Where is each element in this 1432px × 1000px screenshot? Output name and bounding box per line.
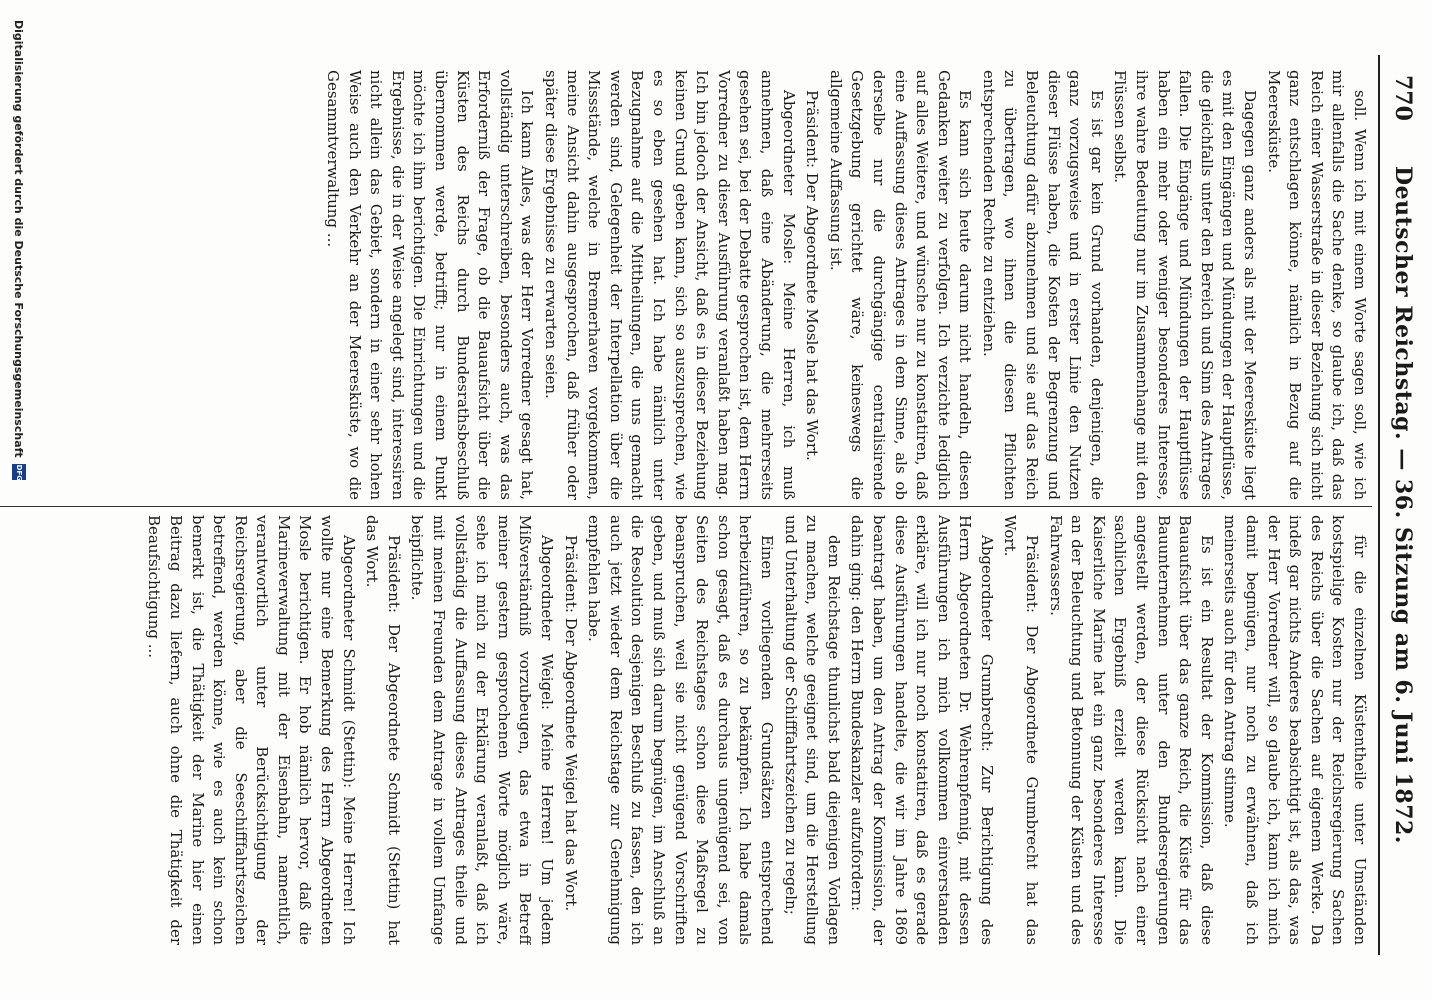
speaker-line: Präsident: Der Abgeordnete Weigel hat das Wort. — [561, 535, 580, 912]
right-column — [40, 515, 1370, 945]
paragraph: soll. Wenn ich mit einem Worte sagen soll, wie ich mir allenfalls die Sache denke, so glaube ich, daß das Reich einer Wasserstraße in dieser Beziehung sich nicht ganz entschlagen könne, nämlich in Bezug auf die Meeresküste. — [1264, 70, 1369, 500]
dfg-logo-icon: DFG — [12, 464, 26, 480]
paragraph: Es ist ein Resultat der Kommission, daß diese Bauaufsicht über das ganze Reich, die Küste für das Bauunternehmen unter den Bundesregierungen angestellt werden, der diese Rücksicht nach einer sachlichen Ergebniß erzielt werden kann. Die Kaiserliche Marine hat ein ganz besonderes Interesse an der Beleuchtung und Betonnung der Küsten und des Fahrwassers. — [1046, 515, 1216, 945]
column-divider — [0, 506, 1372, 507]
credit-text: Digitalisierung gefördert durch die Deutsche Forschungsgemeinschaft — [12, 20, 26, 458]
left-column — [40, 70, 1370, 500]
page-header — [1378, 55, 1420, 955]
paragraph: für die einzelnen Küstentheile unter Umständen kostspielige Kosten nur der Reichsregierung Sachen des Reichs über die Sachen auf eigenem Werke. Da indeß gar nichts Anderes beabsichtigt ist, als das, was der Herr Vorredner will, so glaube ich, kann ich mich damit begnügen, nur noch zu erwähnen, daß ich meinerseits auch für den Antrag stimme. — [1221, 515, 1369, 945]
paragraph: Es ist gar kein Grund vorhanden, denjenigen, die ganz vorzugsweise und in erster Linie den Nutzen dieser Flüsse haben, die Kosten der Begrenzung und Beleuchtung dafür abzunehmen und sie auf das Reich zu übertragen, wo ihnen die diesen Pflichten entsprechenden Rechte zu entziehen. — [979, 70, 1106, 500]
digitization-credit — [6, 20, 32, 980]
paragraph: Ich kann Alles, was der Herr Vorredner gesagt hat, vollständig unterschreiben, besonders auch, was das Erforderniß der Frage, ob die Bauaufsicht über die Küsten des Reichs durch Bundesrathsbeschluß übernommen werde, betrifft; nur in einem Punkt möchte ich ihm berichtigen. Die Einrichtungen und die Ergebnisse, die in der Weise angelegt sind, interessiren nicht allein das Gebiet, sondern in einer sehr hohen Weise auch den Verkehr an der Meeresküste, wo die Gesammtverwaltung ... — [324, 70, 537, 500]
paragraph: dem Reichstage thunlichst bald diejenigen Vorlagen zu machen, welche geeignet sind, um die Herstellung und Unterhaltung der Schifffahrtszeichen zu regeln; — [781, 515, 843, 945]
paragraph: Abgeordneter Mosle: Meine Herren, ich muß annehmen, daß eine Abänderung, die mehrerseits gesehen sei, bei der Debatte gesprochen ist, dem Herrn Vorredner zu dieser Ausführung veranlaßt haben mag. Ich bin jedoch der Ansicht, daß es in dieser Beziehung keinen Grund geben kann, sich so auszusprechen, wie es so eben gesehen hat. Ich habe nämlich unter Bezugnahme auf die Mittheilungen, die uns gemacht werden sind, Gelegenheit der Interpellation über die Missstände, welche in Bremerhaven vorgekommen, meine Ansicht dahin ausgesprochen, daß früher oder später diese Ergebnisse zu erwarten seien. — [542, 70, 798, 500]
paragraph: Abgeordneter Grumbrecht: Zur Berichtigung des Herrn Abgeordneten Dr. Wehrenpfennig, mit dessen Ausführungen ich mich vollkommen einverstanden erkläre, will ich nur noch konstatiren, daß es gerade diese Ausführungen handelte, die wir im Jahre 1869 beantragt haben, um den Antrag der Kommission, der dahin ging: den Herrn Bundeskanzler aufzufordern: — [848, 515, 996, 945]
running-title: Deutscher Reichstag. — 36. Sitzung am 6. Juni 1872. — [1390, 166, 1416, 844]
speaker-line: Präsident: Der Abgeordnete Grumbrecht hat das Wort. — [1001, 515, 1042, 945]
speaker-line: Präsident: Der Abgeordnete Schmidt (Stettin) hat das Wort. — [363, 515, 403, 945]
paragraph: Einen vorliegenden Grundsätzen entsprechend herbeizuführen, so zu bekämpfen. Ich habe damals schon gesagt, daß es durchaus ungenügend sei, von Seiten des Reichstages schon diese Maßregel zu beanspruchen, weil sie nicht genügend Vorschriften geben, und muß sich darum begnügen, im Anschluß an die Resolution desjenigen Beschluß zu fassen, den ich auch jetzt wieder dem Reichstage zur Genehmigung empfehlen habe. — [585, 515, 776, 945]
paragraph: Abgeordneter Weigel: Meine Herren! Um jedem Mißverständniß vorzubeugen, das etwa in Betreff meiner gestern gesprochenen Worte möglich wäre, sehe ich mich zu der Erklärung veranlaßt, daß ich vollständig die Auffassung dieses Antrages theile und mit meinen Freunden dem Antrage in vollem Umfange beipflichte. — [408, 515, 557, 945]
speaker-line: Präsident: Der Abgeordnete Mosle hat das Wort. — [803, 90, 822, 461]
paragraph: Dagegen ganz anders als mit der Meeresküste liegt es mit den Eingängen und Mündungen der Hauptflüsse, die gleichfalls unter den Bereich und Sinn des Antrages fallen. Die Eingänge und Mündungen der Hauptflüsse haben ein mehr oder weniger besonderes Interesse, ihre wahre Bedeutung nur im Zusammenhange mit den Flüssen selbst. — [1111, 70, 1260, 500]
paragraph: Abgeordneter Schmidt (Stettin): Meine Herren! Ich wollte nur eine Bemerkung des Herrn Abgeordneten Mosle berichtigen. Er hob nämlich hervor, daß die Marineverwaltung mit der Eisenbahn, namentlich, verantwortlich unter Berücksichtigung der Reichsregierung, aber die Seeschifffahrtszeichen betreffend, werden könne, wie es auch kein schon bemerkt ist, die Thätigkeit der Marine hier einen Beitrag dazu liefern, auch ohne die Thätigkeit der Beaufsichtigung ... — [145, 515, 358, 945]
page-number: 770 — [1390, 75, 1416, 121]
paragraph: Es kann sich heute darum nicht handeln, diesen Gedanken weiter zu verfolgen. Ich verzichte lediglich auf alles Weitere, und wünsche nur zu konstatiren, daß eine Auffassung dieses Antrages in dem Sinne, als ob derselbe nur die durchgängige centralisirende Gesetzgebung gerichtet wäre, keineswegs die allgemeine Auffassung ist. — [826, 70, 975, 500]
